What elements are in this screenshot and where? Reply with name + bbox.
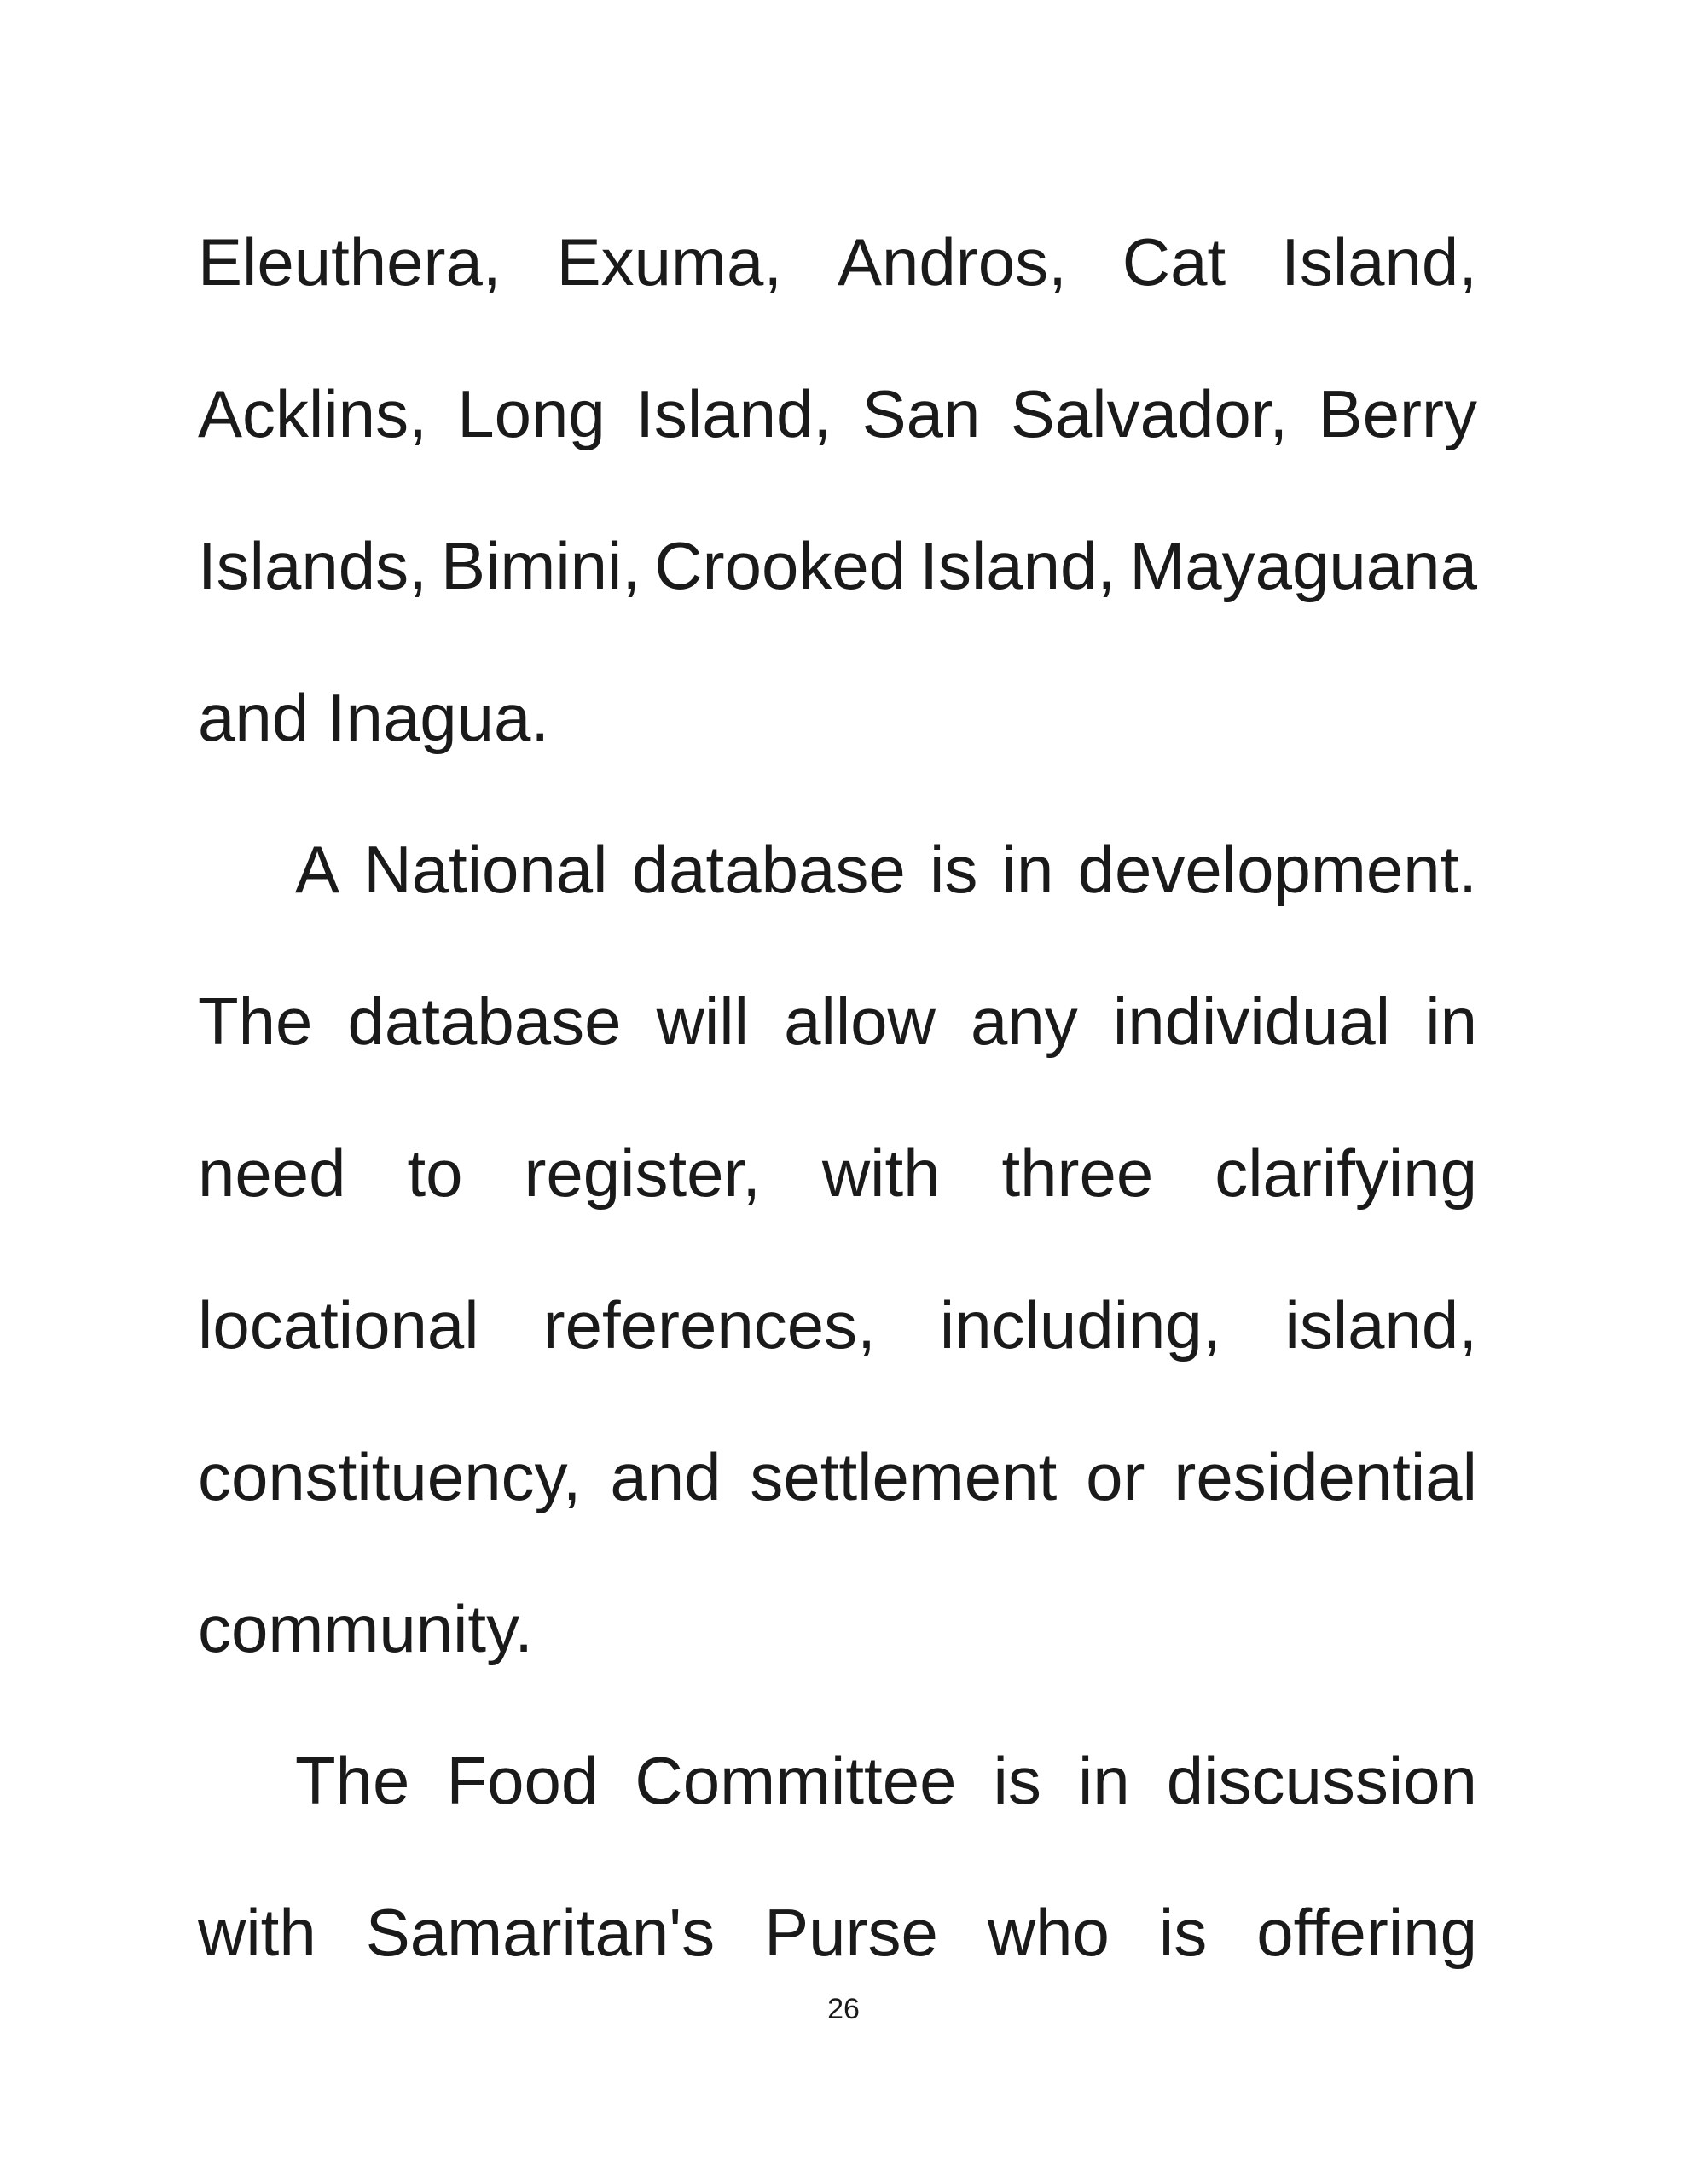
word: need [198,1136,346,1211]
word: including, [939,1287,1221,1362]
word: settlement [750,1439,1058,1514]
word: National [363,832,608,907]
word: Bimini, [441,528,641,603]
word: development. [1077,832,1477,907]
word: The [295,1743,410,1818]
word: Cat [1122,224,1226,299]
word: three [1001,1136,1154,1211]
word: is [1158,1895,1208,1970]
text-line [198,1249,1477,1401]
word: is [930,832,978,907]
text-line: and Inagua. [198,680,550,755]
word: Salvador, [1010,376,1289,451]
word: residential [1174,1439,1477,1514]
word: Island, [635,376,832,451]
word: register, [524,1136,761,1211]
word: Islands, [198,528,427,603]
text-line [198,945,1477,1097]
word: offering [1256,1895,1477,1970]
word: Island, [1281,224,1477,299]
text-line [198,1705,1477,1856]
document-body-text [198,186,1477,2008]
word: discussion [1166,1743,1477,1818]
word: Crooked [654,528,907,603]
word: Long [457,376,606,451]
word: any [971,984,1078,1059]
text-line [198,1401,1477,1553]
text-line: community. [198,1591,533,1666]
word: allow [784,984,936,1059]
word: Samaritan's [365,1895,716,1970]
text-line [198,793,1477,945]
word: Committee [635,1743,957,1818]
word: Mayaguana [1129,528,1477,603]
word: Food [446,1743,599,1818]
word: Berry [1318,376,1477,451]
word: clarifying [1215,1136,1477,1211]
word: constituency, [198,1439,582,1514]
word: in [1425,984,1477,1059]
word: Andros, [837,224,1067,299]
word: A [295,832,340,907]
word: is [993,1743,1041,1818]
word: Acklins, [198,376,427,451]
word: in [1077,1743,1130,1818]
word: database [631,832,906,907]
word: with [821,1136,941,1211]
text-line [198,1097,1477,1249]
word: with [198,1895,316,1970]
word: references, [542,1287,876,1362]
word: Island, [919,528,1116,603]
word: San [861,376,981,451]
word: The [198,984,313,1059]
word: or [1086,1439,1145,1514]
text-line [198,338,1477,490]
word: locational [198,1287,479,1362]
word: database [347,984,622,1059]
word: to [407,1136,463,1211]
word: Eleuthera, [198,224,501,299]
word: in [1001,832,1054,907]
word: island, [1284,1287,1477,1362]
word: and [610,1439,722,1514]
word: Purse [764,1895,938,1970]
page-number: 26 [827,1993,860,2025]
word: Exuma, [556,224,782,299]
word: individual [1112,984,1391,1059]
word: will [656,984,749,1059]
text-line [198,186,1477,338]
text-line [198,1856,1477,2008]
word: who [987,1895,1110,1970]
text-line [198,490,1477,642]
